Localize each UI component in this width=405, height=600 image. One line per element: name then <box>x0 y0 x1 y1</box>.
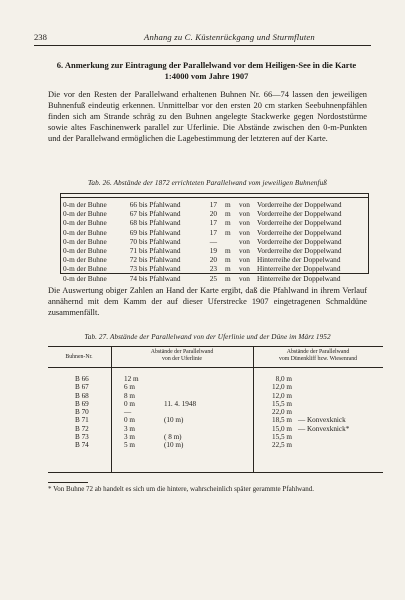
table-row <box>61 218 368 227</box>
cell-groyne: B 71 <box>75 416 89 425</box>
cell-shore-note: ( 8 m) <box>164 433 182 442</box>
table-row <box>61 209 368 218</box>
cell-dune-distance: 15,5 m <box>272 433 292 442</box>
cell-reference-row: Hinterreihe der Doppelwand <box>257 273 341 283</box>
cell-groyne: B 72 <box>75 424 89 433</box>
cell-start-point: 0-m der Buhne <box>63 245 107 255</box>
section-heading-line-1: 6. Anmerkung zur Eintragung der Parallelwand vor dem Heiligen-See in die Karte <box>56 60 357 70</box>
cell-dune-distance: 12,0 m <box>272 391 292 400</box>
cell-preposition: von <box>239 264 250 274</box>
cell-distance: 20 <box>209 209 217 219</box>
cell-distance: — <box>209 236 217 246</box>
cell-remark: — Konvexknick <box>298 416 346 425</box>
header-shore-line-1: Abstände der Parallelwand <box>150 349 214 355</box>
page-number: 238 <box>34 32 47 42</box>
table-row <box>48 383 383 391</box>
cell-dune-distance: 18,5 m <box>272 416 292 425</box>
running-head <box>34 32 371 46</box>
table-row <box>48 392 383 400</box>
cell-unit: m <box>225 218 231 228</box>
table-27-header <box>48 347 383 368</box>
cell-shore-distance: 3 m <box>124 433 135 442</box>
cell-reference-row: Vorderreihe der Doppelwand <box>257 227 342 237</box>
cell-target: bis Pfahlwand <box>139 255 181 265</box>
cell-unit: m <box>225 245 231 255</box>
cell-shore-distance: 0 m <box>124 399 135 408</box>
table-26 <box>60 193 369 283</box>
cell-reference-row: Hinterreihe der Doppelwand <box>257 264 341 274</box>
cell-dune-distance: 22,0 m <box>272 408 292 417</box>
table-row <box>48 433 383 441</box>
cell-groyne: B 70 <box>75 408 89 417</box>
header-shore-line-2: von der Uferlinie <box>162 355 202 362</box>
cell-start-point: 0-m der Buhne <box>63 200 107 209</box>
cell-distance: 19 <box>209 245 217 255</box>
cell-distance: 17 <box>209 218 217 228</box>
cell-groyne: B 74 <box>75 441 89 450</box>
cell-target: bis Pfahlwand <box>139 209 181 219</box>
table-row <box>48 425 383 433</box>
footnote: * Von Buhne 72 ab handelt es sich um die hintere, wahrscheinlich später gerammte Pfahlwand. <box>48 485 315 493</box>
cell-distance: 17 <box>209 200 217 209</box>
cell-reference-row: Vorderreihe der Doppelwand <box>257 200 342 209</box>
cell-groyne-number: 70 <box>129 236 137 246</box>
cell-unit: m <box>225 264 231 274</box>
cell-unit: m <box>225 209 231 219</box>
cell-target: bis Pfahlwand <box>139 218 181 228</box>
table-26-body <box>61 200 368 283</box>
cell-start-point: 0-m der Buhne <box>63 218 107 228</box>
cell-dune-distance: 8,0 m <box>275 375 292 383</box>
cell-unit: m <box>225 273 231 283</box>
cell-groyne: B 66 <box>75 375 89 383</box>
cell-distance: 25 <box>209 273 217 283</box>
table-row <box>61 200 368 209</box>
table-27-caption: Tab. 27. Abstände der Parallelwand von der Uferlinie und der Düne im März 1952 <box>84 333 331 341</box>
cell-shore-distance: 12 m <box>124 375 139 383</box>
table-row <box>61 237 368 246</box>
header-shore <box>112 349 252 362</box>
table-26-inner-rule <box>61 197 368 198</box>
cell-target: bis Pfahlwand <box>139 264 181 274</box>
cell-preposition: von <box>239 227 250 237</box>
cell-unit: m <box>225 200 231 209</box>
cell-groyne-number: 74 <box>129 273 137 283</box>
table-row <box>48 441 383 449</box>
table-26-caption: Tab. 26. Abstände der 1872 errichteten Parallelwand vom jeweiligen Buhnenfuß <box>88 179 327 187</box>
cell-unit: m <box>225 255 231 265</box>
cell-groyne-number: 72 <box>129 255 137 265</box>
cell-remark: — Konvexknick* <box>298 424 350 433</box>
cell-groyne-number: 73 <box>129 264 137 274</box>
cell-dune-distance: 22,5 m <box>272 441 292 450</box>
cell-groyne: B 69 <box>75 399 89 408</box>
footnote-rule <box>48 482 88 483</box>
cell-dune-distance: 15,0 m <box>272 424 292 433</box>
cell-distance: 20 <box>209 255 217 265</box>
cell-start-point: 0-m der Buhne <box>63 227 107 237</box>
cell-preposition: von <box>239 209 250 219</box>
cell-start-point: 0-m der Buhne <box>63 255 107 265</box>
cell-reference-row: Vorderreihe der Doppelwand <box>257 236 342 246</box>
cell-reference-row: Vorderreihe der Doppelwand <box>257 209 342 219</box>
cell-dune-distance: 12,0 m <box>272 383 292 392</box>
cell-preposition: von <box>239 273 250 283</box>
running-head-title: Anhang zu C. Küstenrückgang und Sturmfluten <box>144 32 315 42</box>
cell-shore-distance: 5 m <box>124 441 135 450</box>
cell-shore-distance: 8 m <box>124 391 135 400</box>
paragraph-2: Die Auswertung obiger Zahlen an Hand der Karte ergibt, daß die Pfahlwand in ihrem Verlauf annähernd mit dem Kamm der auf dieser Uferstrecke 1907 eingetragenen Schmaldüne zusammenfällt. <box>48 286 367 317</box>
cell-unit: m <box>225 227 231 237</box>
header-groyne: Buhnen-Nr. <box>65 354 93 360</box>
cell-start-point: 0-m der Buhne <box>63 209 107 219</box>
section-heading-line-2: 1:4000 vom Jahre 1907 <box>164 71 249 81</box>
header-dune-line-1: Abstände der Parallelwand <box>286 349 350 355</box>
cell-groyne-number: 66 <box>129 200 137 209</box>
cell-shore-note: (10 m) <box>164 441 184 450</box>
table-row <box>48 400 383 408</box>
cell-groyne-number: 69 <box>129 227 137 237</box>
cell-reference-row: Vorderreihe der Doppelwand <box>257 218 342 228</box>
table-row <box>48 375 383 383</box>
cell-shore-distance: — <box>124 408 132 417</box>
cell-dune-distance: 15,5 m <box>272 399 292 408</box>
table-27-body <box>48 375 383 450</box>
table-row <box>61 228 368 237</box>
cell-preposition: von <box>239 255 250 265</box>
cell-shore-note: (10 m) <box>164 416 184 425</box>
cell-shore-note: 11. 4. 1948 <box>164 399 197 408</box>
table-27 <box>48 346 383 473</box>
cell-target: bis Pfahlwand <box>139 200 181 209</box>
cell-target: bis Pfahlwand <box>139 245 181 255</box>
cell-reference-row: Hinterreihe der Doppelwand <box>257 255 341 265</box>
table-row <box>48 416 383 424</box>
cell-distance: 23 <box>209 264 217 274</box>
table-row <box>61 246 368 255</box>
header-dune <box>254 349 382 362</box>
cell-groyne: B 68 <box>75 391 89 400</box>
cell-groyne-number: 67 <box>129 209 137 219</box>
paragraph-1: Die vor den Resten der Parallelwand erhaltenen Buhnen Nr. 66—74 lassen den jeweiligen Buhnenfuß eindeutig erkennen. Unmittelbar vor den ersten 20 cm starken Seebuhnenpfählen finden sich am Strande schräg zu den Buhnen angelegte Stackwerke gegen Nordoststürme sowie altes Faschinenwerk parallel zur Uferlinie. Die Abstände zwischen den 0-m-Punkten und der Parallelwand ermöglichen die Lagebestimmung der letzteren auf der Karte. <box>48 90 367 143</box>
cell-start-point: 0-m der Buhne <box>63 264 107 274</box>
cell-shore-distance: 0 m <box>124 416 135 425</box>
cell-preposition: von <box>239 200 250 209</box>
cell-preposition: von <box>239 245 250 255</box>
cell-shore-distance: 3 m <box>124 424 135 433</box>
cell-groyne-number: 68 <box>129 218 137 228</box>
cell-groyne: B 73 <box>75 433 89 442</box>
table-row <box>61 264 368 273</box>
cell-groyne-number: 71 <box>129 245 137 255</box>
cell-start-point: 0-m der Buhne <box>63 236 107 246</box>
cell-target: bis Pfahlwand <box>139 236 181 246</box>
table-row <box>48 408 383 416</box>
cell-shore-distance: 6 m <box>124 383 135 392</box>
cell-groyne: B 67 <box>75 383 89 392</box>
cell-target: bis Pfahlwand <box>139 227 181 237</box>
cell-target: bis Pfahlwand <box>139 273 181 283</box>
table-row <box>61 274 368 283</box>
table-row <box>61 255 368 264</box>
cell-start-point: 0-m der Buhne <box>63 273 107 283</box>
cell-preposition: von <box>239 236 250 246</box>
cell-reference-row: Vorderreihe der Doppelwand <box>257 245 342 255</box>
header-dune-line-2: vom Dünenkliff bzw. Wiesenrand <box>278 355 358 362</box>
cell-distance: 17 <box>209 227 217 237</box>
section-heading <box>48 60 365 82</box>
cell-preposition: von <box>239 218 250 228</box>
